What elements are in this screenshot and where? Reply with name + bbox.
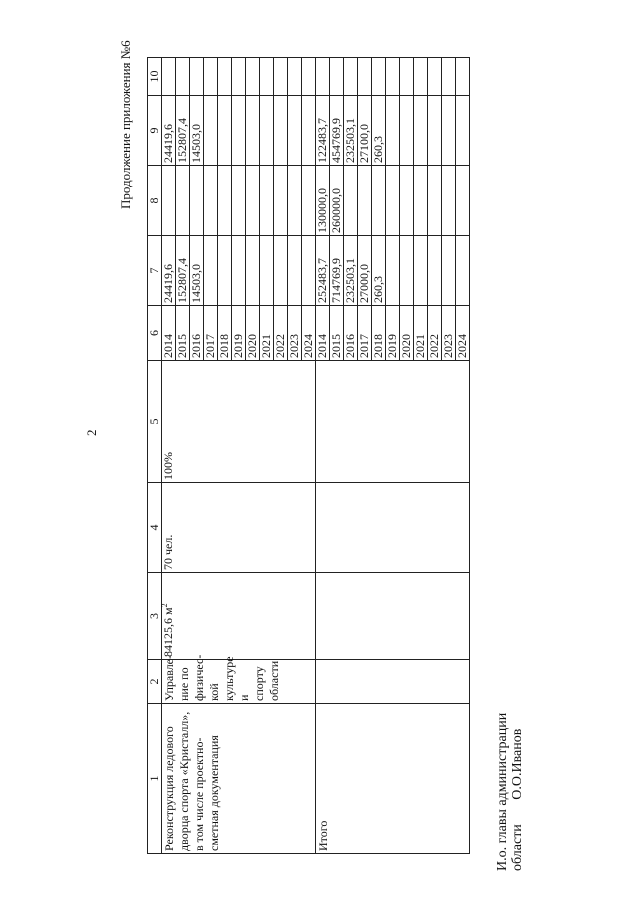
amount-col9-cell — [190, 58, 204, 96]
amount-col7-cell — [218, 166, 232, 236]
amount-col7-cell — [442, 166, 456, 236]
amount-col8-cell — [442, 96, 456, 166]
amount-col7-cell — [162, 166, 176, 236]
amount-col9-cell — [218, 58, 232, 96]
amount-col8-cell — [260, 96, 274, 166]
amount-total-cell — [260, 236, 274, 306]
amount-col7-cell — [176, 166, 190, 236]
area-cell — [162, 573, 316, 660]
header-cell-3: 3 — [148, 573, 162, 660]
year-cell: 2020 — [400, 306, 414, 361]
amount-col7-cell: 130000,0 — [316, 166, 330, 236]
empty-cell-5 — [316, 361, 470, 483]
amount-col7-cell — [344, 166, 358, 236]
amount-total-cell: 14503,0 — [190, 236, 204, 306]
amount-total-cell: 24419,6 — [162, 236, 176, 306]
amount-col8-cell: 24419,6 — [162, 96, 176, 166]
year-cell: 2019 — [232, 306, 246, 361]
header-cell-6: 6 — [148, 306, 162, 361]
percent-cell: 100% — [162, 361, 316, 483]
amount-total-cell — [442, 236, 456, 306]
amount-col8-cell — [428, 96, 442, 166]
amount-col8-cell — [386, 96, 400, 166]
amount-col7-cell — [414, 166, 428, 236]
amount-col7-cell — [428, 166, 442, 236]
amount-col8-cell — [288, 96, 302, 166]
header-cell-8: 8 — [148, 166, 162, 236]
funding-table — [147, 57, 470, 854]
year-cell: 2022 — [428, 306, 442, 361]
signature-line-1: И.о. главы администрации — [495, 712, 510, 871]
signature-block — [495, 713, 525, 871]
year-cell: 2017 — [358, 306, 372, 361]
header-row — [148, 58, 162, 854]
amount-total-cell — [414, 236, 428, 306]
amount-col7-cell — [400, 166, 414, 236]
amount-col7-cell — [232, 166, 246, 236]
continuation-label: Продолжение приложения №6 — [118, 40, 133, 209]
amount-col9-cell — [414, 58, 428, 96]
header-cell-2: 2 — [148, 660, 162, 704]
amount-total-cell — [204, 236, 218, 306]
amount-total-cell — [274, 236, 288, 306]
amount-total-cell — [218, 236, 232, 306]
project-row — [162, 58, 176, 854]
year-cell: 2018 — [218, 306, 232, 361]
amount-col9-cell — [302, 58, 316, 96]
amount-col8-cell: 260,3 — [372, 96, 386, 166]
amount-col9-cell — [358, 58, 372, 96]
amount-col9-cell — [162, 58, 176, 96]
amount-total-cell — [400, 236, 414, 306]
amount-col8-cell — [456, 96, 470, 166]
amount-col7-cell — [358, 166, 372, 236]
amount-total-cell: 252483,7 — [316, 236, 330, 306]
amount-col7-cell — [204, 166, 218, 236]
year-cell: 2018 — [372, 306, 386, 361]
amount-col9-cell — [372, 58, 386, 96]
amount-total-cell — [232, 236, 246, 306]
signature-line-2: области О.О.Иванов — [510, 728, 525, 871]
amount-col7-cell — [456, 166, 470, 236]
area-value: 84125,6 м — [161, 607, 175, 657]
amount-col9-cell — [316, 58, 330, 96]
year-cell: 2022 — [274, 306, 288, 361]
amount-total-cell — [456, 236, 470, 306]
executor-cell: Управле-ние по физичес-кой культуре и спорту области — [162, 660, 316, 704]
amount-col7-cell — [372, 166, 386, 236]
amount-total-cell: 27000,0 — [358, 236, 372, 306]
header-cell-1: 1 — [148, 704, 162, 854]
header-cell-5: 5 — [148, 361, 162, 483]
page-number: 2 — [84, 429, 99, 436]
amount-col9-cell — [260, 58, 274, 96]
amount-col9-cell — [344, 58, 358, 96]
amount-col7-cell — [386, 166, 400, 236]
amount-col7-cell — [260, 166, 274, 236]
amount-col7-cell — [246, 166, 260, 236]
amount-col7-cell — [288, 166, 302, 236]
amount-col7-cell: 260000,0 — [330, 166, 344, 236]
area-unit-superscript: 2 — [160, 603, 169, 608]
empty-cell-3 — [316, 573, 470, 660]
amount-col8-cell — [414, 96, 428, 166]
empty-cell-2 — [316, 660, 470, 704]
year-cell: 2024 — [456, 306, 470, 361]
amount-col9-cell — [456, 58, 470, 96]
amount-col9-cell — [176, 58, 190, 96]
year-cell: 2024 — [302, 306, 316, 361]
year-cell: 2014 — [316, 306, 330, 361]
amount-col8-cell — [204, 96, 218, 166]
amount-col7-cell — [190, 166, 204, 236]
amount-total-cell: 152807,4 — [176, 236, 190, 306]
amount-col7-cell — [302, 166, 316, 236]
year-cell: 2016 — [344, 306, 358, 361]
year-cell: 2021 — [414, 306, 428, 361]
amount-col9-cell — [428, 58, 442, 96]
year-cell: 2015 — [330, 306, 344, 361]
amount-col8-cell: 152807,4 — [176, 96, 190, 166]
amount-col8-cell — [232, 96, 246, 166]
amount-col9-cell — [400, 58, 414, 96]
amount-col9-cell — [288, 58, 302, 96]
year-cell: 2021 — [260, 306, 274, 361]
year-cell: 2020 — [246, 306, 260, 361]
amount-total-cell: 714769,9 — [330, 236, 344, 306]
amount-total-cell — [288, 236, 302, 306]
year-cell: 2017 — [204, 306, 218, 361]
people-cell: 70 чел. — [162, 483, 316, 573]
year-cell: 2023 — [442, 306, 456, 361]
header-cell-9: 9 — [148, 96, 162, 166]
total-row — [316, 58, 330, 854]
amount-col9-cell — [204, 58, 218, 96]
amount-col9-cell — [442, 58, 456, 96]
amount-total-cell: 260,3 — [372, 236, 386, 306]
amount-col9-cell — [246, 58, 260, 96]
amount-col8-cell — [302, 96, 316, 166]
amount-col8-cell — [400, 96, 414, 166]
amount-col9-cell — [274, 58, 288, 96]
year-cell: 2015 — [176, 306, 190, 361]
year-cell: 2019 — [386, 306, 400, 361]
amount-total-cell — [386, 236, 400, 306]
amount-col8-cell: 232503,1 — [344, 96, 358, 166]
amount-col8-cell: 122483,7 — [316, 96, 330, 166]
amount-col8-cell — [218, 96, 232, 166]
amount-col9-cell — [386, 58, 400, 96]
amount-col8-cell — [274, 96, 288, 166]
empty-cell-4 — [316, 483, 470, 573]
amount-col8-cell: 27100,0 — [358, 96, 372, 166]
year-cell: 2016 — [190, 306, 204, 361]
amount-col8-cell: 454769,9 — [330, 96, 344, 166]
amount-col9-cell — [232, 58, 246, 96]
amount-col9-cell — [330, 58, 344, 96]
amount-col7-cell — [274, 166, 288, 236]
amount-col8-cell — [246, 96, 260, 166]
amount-total-cell — [302, 236, 316, 306]
project-name-cell: Реконструкция ледового дворца спорта «Кристалл», в том числе проектно-сметная документация — [162, 704, 316, 854]
year-cell: 2023 — [288, 306, 302, 361]
total-label-cell: Итого — [316, 704, 470, 854]
amount-col8-cell: 14503,0 — [190, 96, 204, 166]
amount-total-cell — [428, 236, 442, 306]
header-cell-10: 10 — [148, 58, 162, 96]
header-cell-4: 4 — [148, 483, 162, 573]
amount-total-cell: 232503,1 — [344, 236, 358, 306]
amount-total-cell — [246, 236, 260, 306]
header-cell-7: 7 — [148, 236, 162, 306]
year-cell: 2014 — [162, 306, 176, 361]
